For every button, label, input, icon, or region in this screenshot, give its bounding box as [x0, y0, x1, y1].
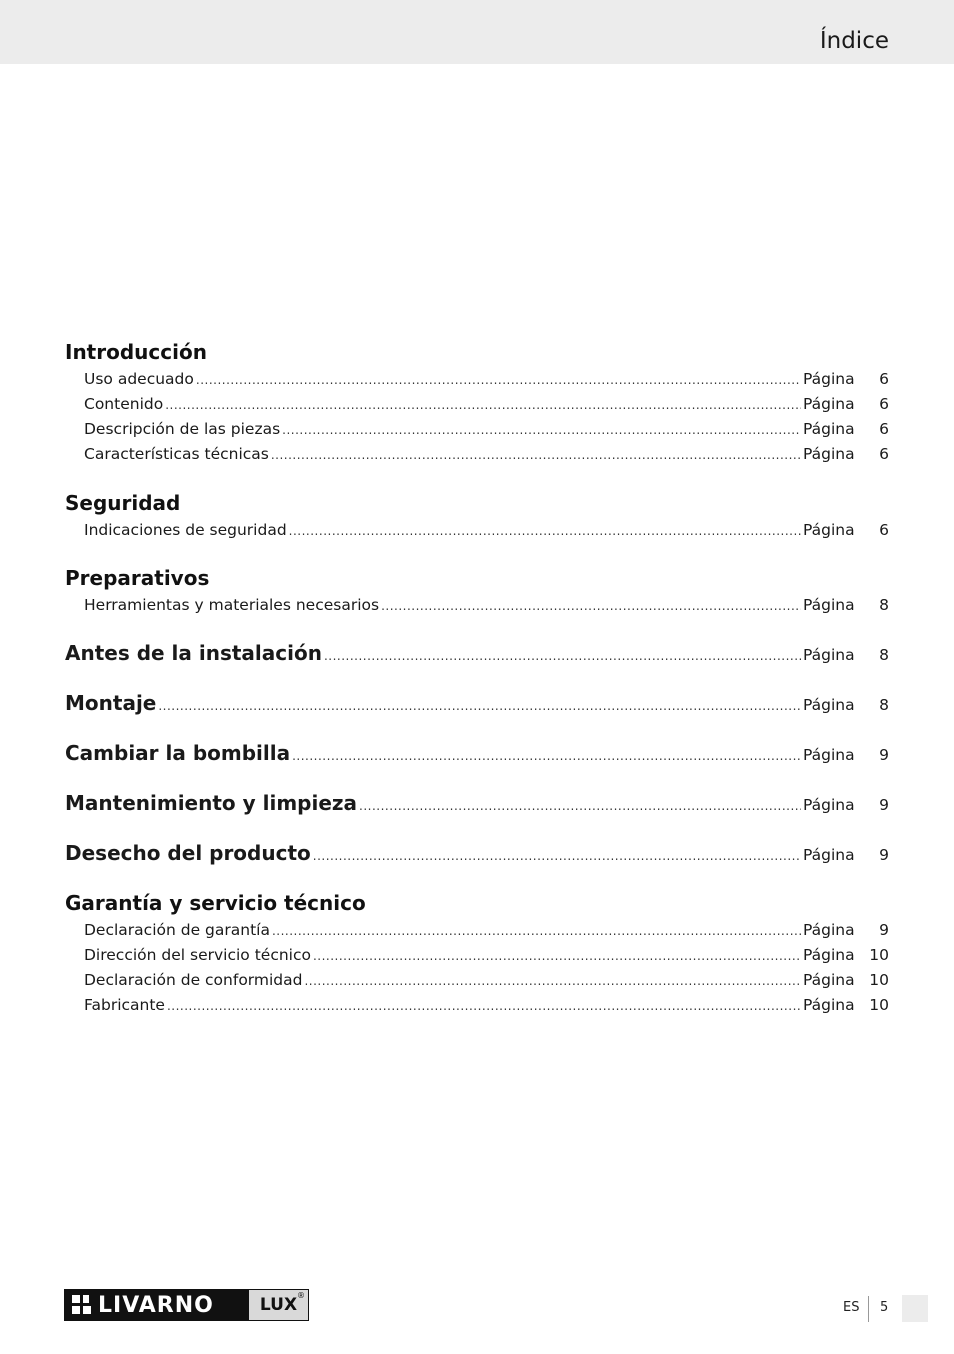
dot-leader — [313, 841, 801, 871]
toc-entry[interactable] — [65, 918, 889, 943]
toc-page-number: 8 — [879, 646, 889, 664]
toc-page-number: 9 — [879, 846, 889, 864]
toc-entry-label: Contenido — [84, 395, 164, 413]
toc-section-title: Introducción — [65, 340, 207, 364]
spacer — [65, 818, 889, 838]
logo-main-block — [64, 1289, 248, 1321]
page-word: Página — [803, 445, 855, 463]
toc-section-title: Antes de la instalación — [65, 641, 322, 665]
page-word: Página — [803, 696, 855, 714]
logo-mark-square — [83, 1306, 91, 1314]
page-word: Página — [803, 921, 855, 939]
page-title: Índice — [819, 28, 889, 54]
toc-entry[interactable] — [65, 943, 889, 968]
toc-section-antes-de-la-instalacion[interactable] — [65, 638, 889, 668]
logo-mark-square — [72, 1295, 80, 1303]
page-word: Página — [803, 420, 855, 438]
registered-mark: ® — [297, 1291, 305, 1300]
spacer — [65, 868, 889, 888]
toc-page-number: 6 — [879, 370, 889, 388]
dot-leader — [165, 393, 801, 418]
toc-entry[interactable] — [65, 417, 889, 442]
toc-entry-label: Indicaciones de seguridad — [84, 521, 287, 539]
toc-page-number: 9 — [879, 796, 889, 814]
toc-section-desecho-del-producto[interactable] — [65, 838, 889, 868]
toc-entry[interactable] — [65, 968, 889, 993]
toc-section-title: Mantenimiento y limpieza — [65, 791, 358, 815]
toc-entry-label: Fabricante — [84, 996, 165, 1014]
toc-section-title: Desecho del producto — [65, 841, 311, 865]
toc-section-title: Seguridad — [65, 491, 181, 515]
dot-leader — [289, 519, 801, 544]
toc-entry-label: Declaración de conformidad — [84, 971, 303, 989]
language-code: ES — [843, 1300, 860, 1315]
toc-entry-label: Herramientas y materiales necesarios — [84, 596, 380, 614]
dot-leader — [304, 969, 801, 994]
logo-lux-block — [248, 1289, 309, 1321]
page-word: Página — [803, 395, 855, 413]
spacer — [65, 768, 889, 788]
page-word: Página — [803, 846, 855, 864]
toc-page-number: 6 — [879, 395, 889, 413]
toc-page-number: 9 — [879, 921, 889, 939]
page-word: Página — [803, 370, 855, 388]
toc-entry-label: Descripción de las piezas — [84, 420, 281, 438]
dot-leader — [324, 641, 801, 671]
page-word: Página — [803, 596, 855, 614]
logo-suffix: LUX — [259, 1295, 298, 1315]
page-word: Página — [803, 521, 855, 539]
dot-leader — [282, 418, 801, 443]
toc-entry-label: Características técnicas — [84, 445, 269, 463]
spacer — [65, 467, 889, 488]
page-word: Página — [803, 646, 855, 664]
toc-section-title: Garantía y servicio técnico — [65, 891, 366, 915]
toc-page-number: 8 — [879, 696, 889, 714]
logo-mark-square — [72, 1306, 80, 1314]
logo-mark-icon — [72, 1295, 92, 1315]
toc-section-montaje[interactable] — [65, 688, 889, 718]
dot-leader — [381, 594, 801, 619]
toc-entry-label: Declaración de garantía — [84, 921, 270, 939]
page-word: Página — [803, 796, 855, 814]
toc-entry[interactable] — [65, 518, 889, 543]
toc-entry-label: Dirección del servicio técnico — [84, 946, 311, 964]
toc-entry[interactable] — [65, 993, 889, 1018]
toc-page-number: 6 — [879, 420, 889, 438]
page-word: Página — [803, 971, 855, 989]
toc-entry[interactable] — [65, 442, 889, 467]
toc-section-title: Montaje — [65, 691, 157, 715]
dot-leader — [359, 791, 801, 821]
toc-entry[interactable] — [65, 593, 889, 618]
toc-entry-label: Uso adecuado — [84, 370, 194, 388]
toc-page-number: 10 — [869, 996, 889, 1014]
toc-page-number: 9 — [879, 746, 889, 764]
brand-logo — [64, 1289, 309, 1321]
toc-section-introduccion — [65, 337, 889, 467]
toc-page-number: 10 — [869, 971, 889, 989]
page-number: 5 — [880, 1300, 889, 1315]
spacer — [65, 668, 889, 688]
toc-section-garantia — [65, 888, 889, 1018]
toc-page-number: 8 — [879, 596, 889, 614]
spacer — [65, 718, 889, 738]
toc-section-seguridad — [65, 488, 889, 543]
dot-leader — [167, 994, 801, 1019]
toc-page-number: 10 — [869, 946, 889, 964]
dot-leader — [271, 443, 801, 468]
logo-mark-square — [83, 1295, 89, 1303]
toc-page-number: 6 — [879, 521, 889, 539]
page-word: Página — [803, 946, 855, 964]
table-of-contents — [65, 337, 889, 1018]
toc-section-title: Cambiar la bombilla — [65, 741, 291, 765]
toc-entry[interactable] — [65, 367, 889, 392]
spacer — [65, 618, 889, 638]
dot-leader — [272, 919, 801, 944]
toc-section-preparativos — [65, 563, 889, 618]
dot-leader — [196, 368, 801, 393]
footer-divider — [868, 1296, 869, 1322]
page-word: Página — [803, 746, 855, 764]
page-word: Página — [803, 996, 855, 1014]
toc-section-cambiar-la-bombilla[interactable] — [65, 738, 889, 768]
header-band — [0, 0, 954, 64]
dot-leader — [313, 944, 801, 969]
dot-leader — [158, 691, 801, 721]
logo-text: LIVARNO — [98, 1292, 214, 1318]
footer-tab-box — [902, 1295, 928, 1322]
toc-entry[interactable] — [65, 392, 889, 417]
toc-page-number: 6 — [879, 445, 889, 463]
toc-section-mantenimiento-y-limpieza[interactable] — [65, 788, 889, 818]
spacer — [65, 543, 889, 563]
dot-leader — [292, 741, 801, 771]
toc-section-title: Preparativos — [65, 566, 210, 590]
